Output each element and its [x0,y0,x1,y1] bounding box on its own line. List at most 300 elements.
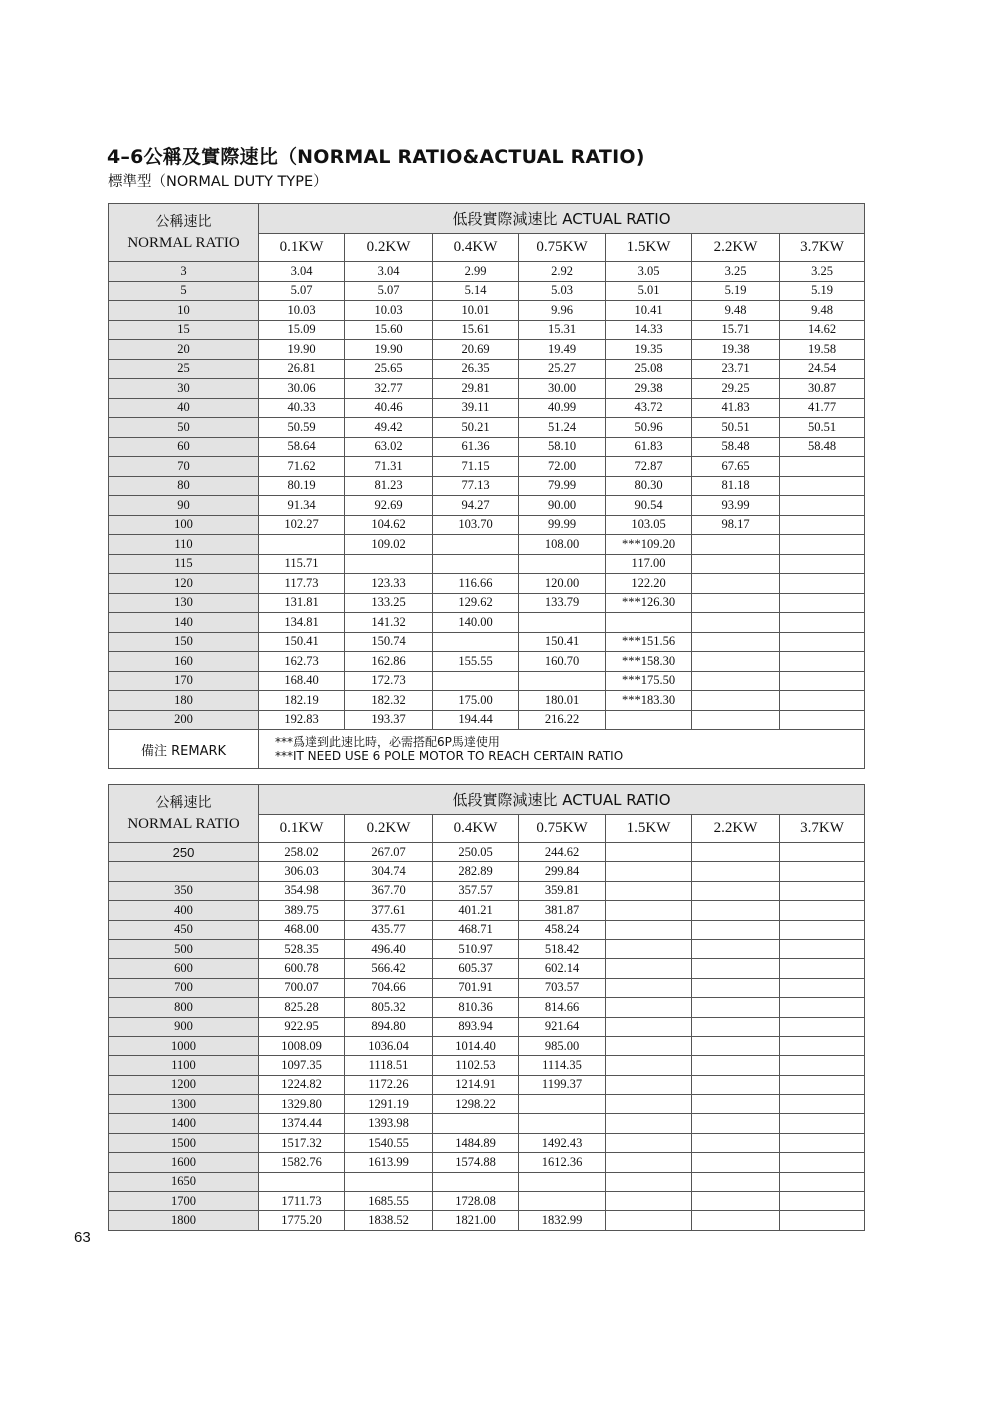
normal-ratio-cell: 60 [109,437,259,457]
actual-ratio-cell: 5.03 [519,281,606,301]
actual-ratio-cell [345,554,433,574]
actual-ratio-cell: 80.19 [259,476,345,496]
actual-ratio-cell [780,691,865,711]
actual-ratio-cell: 40.46 [345,398,433,418]
table-row [109,1211,865,1230]
actual-ratio-cell: 81.18 [692,476,780,496]
actual-ratio-cell: 15.09 [259,320,345,340]
actual-ratio-cell [606,1036,692,1055]
actual-ratio-cell [780,476,865,496]
actual-ratio-cell: 602.14 [519,959,606,978]
table-row [109,959,865,978]
table-row [109,554,865,574]
actual-ratio-cell: 2.92 [519,262,606,282]
actual-ratio-cell: 103.70 [433,515,519,535]
actual-ratio-cell [692,881,780,900]
kw-header-1.5kw: 1.5KW [606,234,692,262]
actual-ratio-cell: ***183.30 [606,691,692,711]
actual-ratio-cell [780,593,865,613]
actual-ratio-cell: 80.30 [606,476,692,496]
actual-ratio-cell: 1114.35 [519,1056,606,1075]
actual-ratio-cell: 1832.99 [519,1211,606,1230]
table-row [109,881,865,900]
actual-ratio-cell [606,613,692,633]
table-row [109,1095,865,1114]
normal-ratio-cell: 130 [109,593,259,613]
table-row [109,515,865,535]
actual-ratio-cell [259,535,345,555]
actual-ratio-cell: 104.62 [345,515,433,535]
actual-ratio-cell [606,920,692,939]
actual-ratio-cell: 122.20 [606,574,692,594]
actual-ratio-cell: 194.44 [433,710,519,730]
actual-ratio-cell [692,652,780,672]
table-row [109,920,865,939]
actual-ratio-cell: 19.90 [259,340,345,360]
normal-ratio-header-zh: 公稱速比 [155,794,212,811]
actual-ratio-cell [780,1056,865,1075]
actual-ratio-cell [780,1114,865,1133]
actual-ratio-cell: 5.14 [433,281,519,301]
table-row [109,1114,865,1133]
actual-ratio-header: 低段實際減速比 ACTUAL RATIO [259,785,865,815]
actual-ratio-cell: 193.37 [345,710,433,730]
actual-ratio-cell: 357.57 [433,881,519,900]
actual-ratio-cell: 14.62 [780,320,865,340]
normal-ratio-cell: 800 [109,998,259,1017]
actual-ratio-cell: 131.81 [259,593,345,613]
actual-ratio-cell: 150.41 [259,632,345,652]
actual-ratio-cell: 1214.91 [433,1075,519,1094]
actual-ratio-cell: 81.23 [345,476,433,496]
actual-ratio-cell [780,554,865,574]
actual-ratio-cell [345,1172,433,1191]
actual-ratio-cell: 150.74 [345,632,433,652]
actual-ratio-cell: 58.48 [692,437,780,457]
table-row [109,301,865,321]
remark-line-2: ***IT NEED USE 6 POLE MOTOR TO REACH CERTAIN RATIO [275,749,624,763]
actual-ratio-cell [692,535,780,555]
table-row [109,320,865,340]
table-row [109,1192,865,1211]
actual-ratio-cell: 77.13 [433,476,519,496]
actual-ratio-cell [692,554,780,574]
actual-ratio-cell: 921.64 [519,1017,606,1036]
normal-ratio-cell: 600 [109,959,259,978]
actual-ratio-cell: 168.40 [259,671,345,691]
actual-ratio-cell [606,998,692,1017]
normal-ratio-cell: 1650 [109,1172,259,1191]
table-row [109,671,865,691]
actual-ratio-cell: 180.01 [519,691,606,711]
actual-ratio-cell: 3.04 [259,262,345,282]
actual-ratio-cell: 359.81 [519,881,606,900]
actual-ratio-cell: 518.42 [519,939,606,958]
actual-ratio-cell: 108.00 [519,535,606,555]
normal-ratio-cell: 120 [109,574,259,594]
actual-ratio-cell: 25.65 [345,359,433,379]
actual-ratio-cell: 468.00 [259,920,345,939]
actual-ratio-cell: 1484.89 [433,1133,519,1152]
actual-ratio-cell: 93.99 [692,496,780,516]
table-row [109,535,865,555]
actual-ratio-cell: 98.17 [692,515,780,535]
actual-ratio-cell: 71.62 [259,457,345,477]
table-row [109,418,865,438]
actual-ratio-cell [780,1172,865,1191]
table-row [109,901,865,920]
ratio-table-1 [108,203,865,769]
actual-ratio-cell [606,710,692,730]
kw-header-0.4kw: 0.4KW [433,234,519,262]
normal-ratio-cell: 115 [109,554,259,574]
actual-ratio-cell: 10.01 [433,301,519,321]
actual-ratio-cell [692,920,780,939]
actual-ratio-cell: 41.77 [780,398,865,418]
actual-ratio-cell: 182.32 [345,691,433,711]
table-row [109,1056,865,1075]
kw-header-0.75kw: 0.75KW [519,815,606,843]
normal-ratio-cell: 90 [109,496,259,516]
actual-ratio-cell: 528.35 [259,939,345,958]
actual-ratio-cell: 40.33 [259,398,345,418]
actual-ratio-cell: 10.41 [606,301,692,321]
actual-ratio-cell: 1291.19 [345,1095,433,1114]
kw-header-0.75kw: 0.75KW [519,234,606,262]
actual-ratio-cell: 894.80 [345,1017,433,1036]
actual-ratio-cell: 3.25 [692,262,780,282]
actual-ratio-cell: 50.51 [780,418,865,438]
table-row [109,359,865,379]
actual-ratio-cell [780,535,865,555]
actual-ratio-cell: 19.35 [606,340,692,360]
normal-ratio-cell: 700 [109,978,259,997]
table-row [109,998,865,1017]
actual-ratio-cell [606,843,692,862]
kw-header-3.7kw: 3.7KW [780,815,865,843]
table-row [109,437,865,457]
actual-ratio-cell: ***126.30 [606,593,692,613]
normal-ratio-cell: 10 [109,301,259,321]
actual-ratio-cell: 32.77 [345,379,433,399]
actual-ratio-cell: 123.33 [345,574,433,594]
actual-ratio-cell: 10.03 [345,301,433,321]
normal-ratio-cell: 40 [109,398,259,418]
actual-ratio-cell: 175.00 [433,691,519,711]
actual-ratio-cell: 102.27 [259,515,345,535]
actual-ratio-cell: 10.03 [259,301,345,321]
actual-ratio-cell: 160.70 [519,652,606,672]
actual-ratio-cell [692,1075,780,1094]
actual-ratio-header: 低段實際減速比 ACTUAL RATIO [259,204,865,234]
actual-ratio-cell [780,710,865,730]
actual-ratio-cell [780,862,865,881]
actual-ratio-cell: 172.73 [345,671,433,691]
actual-ratio-cell [780,1153,865,1172]
actual-ratio-cell: 258.02 [259,843,345,862]
actual-ratio-cell: 1102.53 [433,1056,519,1075]
kw-header-0.2kw: 0.2KW [345,234,433,262]
actual-ratio-cell: 51.24 [519,418,606,438]
actual-ratio-cell: 99.99 [519,515,606,535]
actual-ratio-cell: 1374.44 [259,1114,345,1133]
actual-ratio-cell [519,554,606,574]
actual-ratio-cell [433,535,519,555]
actual-ratio-cell [692,1036,780,1055]
actual-ratio-cell: 150.41 [519,632,606,652]
kw-header-0.2kw: 0.2KW [345,815,433,843]
actual-ratio-cell: 1036.04 [345,1036,433,1055]
actual-ratio-cell: 103.05 [606,515,692,535]
normal-ratio-cell: 20 [109,340,259,360]
actual-ratio-cell: 30.06 [259,379,345,399]
actual-ratio-cell: 510.97 [433,939,519,958]
actual-ratio-cell [692,959,780,978]
actual-ratio-cell [519,1095,606,1114]
actual-ratio-cell: 922.95 [259,1017,345,1036]
actual-ratio-cell: 389.75 [259,901,345,920]
actual-ratio-cell: 71.15 [433,457,519,477]
actual-ratio-cell: 30.00 [519,379,606,399]
actual-ratio-cell: 92.69 [345,496,433,516]
actual-ratio-cell [433,1172,519,1191]
actual-ratio-cell [519,1192,606,1211]
actual-ratio-cell [780,939,865,958]
actual-ratio-cell [692,1153,780,1172]
normal-ratio-cell [109,862,259,881]
actual-ratio-cell: 5.07 [345,281,433,301]
normal-ratio-cell: 180 [109,691,259,711]
actual-ratio-cell: 58.48 [780,437,865,457]
actual-ratio-cell [433,671,519,691]
actual-ratio-cell [780,613,865,633]
actual-ratio-cell: 1097.35 [259,1056,345,1075]
actual-ratio-cell: 805.32 [345,998,433,1017]
actual-ratio-cell: 26.35 [433,359,519,379]
normal-ratio-cell: 1200 [109,1075,259,1094]
actual-ratio-cell: 9.96 [519,301,606,321]
actual-ratio-cell: 9.48 [692,301,780,321]
actual-ratio-cell [780,881,865,900]
actual-ratio-cell [692,998,780,1017]
actual-ratio-cell: 703.57 [519,978,606,997]
actual-ratio-cell [606,1095,692,1114]
actual-ratio-cell: 19.49 [519,340,606,360]
remark-text [259,730,865,769]
normal-ratio-cell: 900 [109,1017,259,1036]
table-row [109,978,865,997]
actual-ratio-cell: 1685.55 [345,1192,433,1211]
actual-ratio-cell: 814.66 [519,998,606,1017]
table-row [109,862,865,881]
actual-ratio-cell: 67.65 [692,457,780,477]
actual-ratio-cell [780,1192,865,1211]
actual-ratio-cell [780,457,865,477]
normal-ratio-cell: 140 [109,613,259,633]
page-number: 63 [74,1229,91,1246]
normal-ratio-header [109,785,259,843]
actual-ratio-cell: 1172.26 [345,1075,433,1094]
actual-ratio-cell: 14.33 [606,320,692,340]
table-row [109,843,865,862]
actual-ratio-cell: 1329.80 [259,1095,345,1114]
table-row [109,262,865,282]
normal-ratio-cell: 80 [109,476,259,496]
normal-ratio-cell: 150 [109,632,259,652]
actual-ratio-cell: 468.71 [433,920,519,939]
normal-ratio-header-en: NORMAL RATIO [127,815,240,832]
actual-ratio-cell: 20.69 [433,340,519,360]
actual-ratio-cell [259,1172,345,1191]
actual-ratio-cell: 9.48 [780,301,865,321]
normal-ratio-header-en: NORMAL RATIO [127,234,240,251]
actual-ratio-cell: 50.51 [692,418,780,438]
actual-ratio-cell: 304.74 [345,862,433,881]
actual-ratio-cell [692,1192,780,1211]
actual-ratio-cell: 140.00 [433,613,519,633]
actual-ratio-cell: 381.87 [519,901,606,920]
actual-ratio-cell [519,613,606,633]
normal-ratio-cell: 15 [109,320,259,340]
actual-ratio-cell: 377.61 [345,901,433,920]
actual-ratio-cell: 25.08 [606,359,692,379]
table-row [109,1133,865,1152]
actual-ratio-cell: 24.54 [780,359,865,379]
normal-ratio-cell: 1500 [109,1133,259,1152]
actual-ratio-cell: 1199.37 [519,1075,606,1094]
actual-ratio-cell [780,1017,865,1036]
actual-ratio-cell: 1728.08 [433,1192,519,1211]
actual-ratio-cell: 1582.76 [259,1153,345,1172]
actual-ratio-cell: 29.25 [692,379,780,399]
kw-header-1.5kw: 1.5KW [606,815,692,843]
actual-ratio-cell [692,939,780,958]
actual-ratio-cell: 3.05 [606,262,692,282]
actual-ratio-cell [606,959,692,978]
actual-ratio-cell: 566.42 [345,959,433,978]
normal-ratio-cell: 350 [109,881,259,900]
actual-ratio-cell [692,1095,780,1114]
actual-ratio-cell: 5.07 [259,281,345,301]
actual-ratio-cell: 985.00 [519,1036,606,1055]
normal-ratio-cell: 5 [109,281,259,301]
actual-ratio-cell: 1014.40 [433,1036,519,1055]
actual-ratio-cell: 94.27 [433,496,519,516]
ratio-table-2 [108,784,865,1231]
actual-ratio-cell: 3.04 [345,262,433,282]
actual-ratio-cell: 192.83 [259,710,345,730]
actual-ratio-cell [780,515,865,535]
remark-row [109,730,865,769]
actual-ratio-cell: 162.86 [345,652,433,672]
actual-ratio-cell: 1393.98 [345,1114,433,1133]
actual-ratio-cell: 244.62 [519,843,606,862]
actual-ratio-cell: 29.81 [433,379,519,399]
table-row [109,496,865,516]
actual-ratio-cell [433,554,519,574]
remark-label: 備注 REMARK [109,730,259,769]
table-row [109,574,865,594]
actual-ratio-cell: 115.71 [259,554,345,574]
actual-ratio-cell: 117.00 [606,554,692,574]
page-subtitle: 標準型（NORMAL DUTY TYPE） [108,174,328,190]
actual-ratio-cell: 19.90 [345,340,433,360]
remark-line-1: ***爲達到此速比時，必需搭配6P馬達使用 [275,735,500,749]
actual-ratio-cell: 1821.00 [433,1211,519,1230]
actual-ratio-cell: 299.84 [519,862,606,881]
actual-ratio-cell [606,881,692,900]
actual-ratio-cell: 61.83 [606,437,692,457]
actual-ratio-cell: 2.99 [433,262,519,282]
actual-ratio-cell: 133.25 [345,593,433,613]
actual-ratio-cell [692,671,780,691]
actual-ratio-cell: 267.07 [345,843,433,862]
normal-ratio-cell: 200 [109,710,259,730]
actual-ratio-cell: 1838.52 [345,1211,433,1230]
actual-ratio-cell: ***109.20 [606,535,692,555]
kw-header-0.1kw: 0.1KW [259,815,345,843]
actual-ratio-cell [780,1036,865,1055]
actual-ratio-cell [433,632,519,652]
actual-ratio-cell: 401.21 [433,901,519,920]
actual-ratio-cell [692,1114,780,1133]
actual-ratio-cell [692,1017,780,1036]
actual-ratio-cell [692,632,780,652]
table-row [109,457,865,477]
actual-ratio-cell [692,1133,780,1152]
normal-ratio-cell: 1800 [109,1211,259,1230]
actual-ratio-cell: 109.02 [345,535,433,555]
actual-ratio-cell [780,959,865,978]
normal-ratio-cell: 30 [109,379,259,399]
table-row [109,1036,865,1055]
actual-ratio-cell: 1224.82 [259,1075,345,1094]
actual-ratio-cell: 15.60 [345,320,433,340]
actual-ratio-cell [606,901,692,920]
actual-ratio-cell: 496.40 [345,939,433,958]
actual-ratio-cell: 182.19 [259,691,345,711]
actual-ratio-cell: 90.00 [519,496,606,516]
actual-ratio-cell: 435.77 [345,920,433,939]
actual-ratio-cell [692,1211,780,1230]
actual-ratio-cell [780,920,865,939]
actual-ratio-cell: 29.38 [606,379,692,399]
actual-ratio-cell: 810.36 [433,998,519,1017]
actual-ratio-cell: 704.66 [345,978,433,997]
actual-ratio-cell [519,1114,606,1133]
actual-ratio-cell: 825.28 [259,998,345,1017]
actual-ratio-cell: 5.01 [606,281,692,301]
actual-ratio-cell [606,1192,692,1211]
actual-ratio-cell: 61.36 [433,437,519,457]
table-row [109,652,865,672]
actual-ratio-cell: 1118.51 [345,1056,433,1075]
actual-ratio-cell: 701.91 [433,978,519,997]
table-row [109,613,865,633]
normal-ratio-cell: 25 [109,359,259,379]
actual-ratio-cell [692,593,780,613]
actual-ratio-cell: 120.00 [519,574,606,594]
kw-header-3.7kw: 3.7KW [780,234,865,262]
actual-ratio-cell: 39.11 [433,398,519,418]
actual-ratio-cell [519,1172,606,1191]
actual-ratio-cell: 893.94 [433,1017,519,1036]
table-row [109,710,865,730]
actual-ratio-cell [692,1056,780,1075]
actual-ratio-cell: 155.55 [433,652,519,672]
actual-ratio-cell [433,1114,519,1133]
table-row [109,1172,865,1191]
